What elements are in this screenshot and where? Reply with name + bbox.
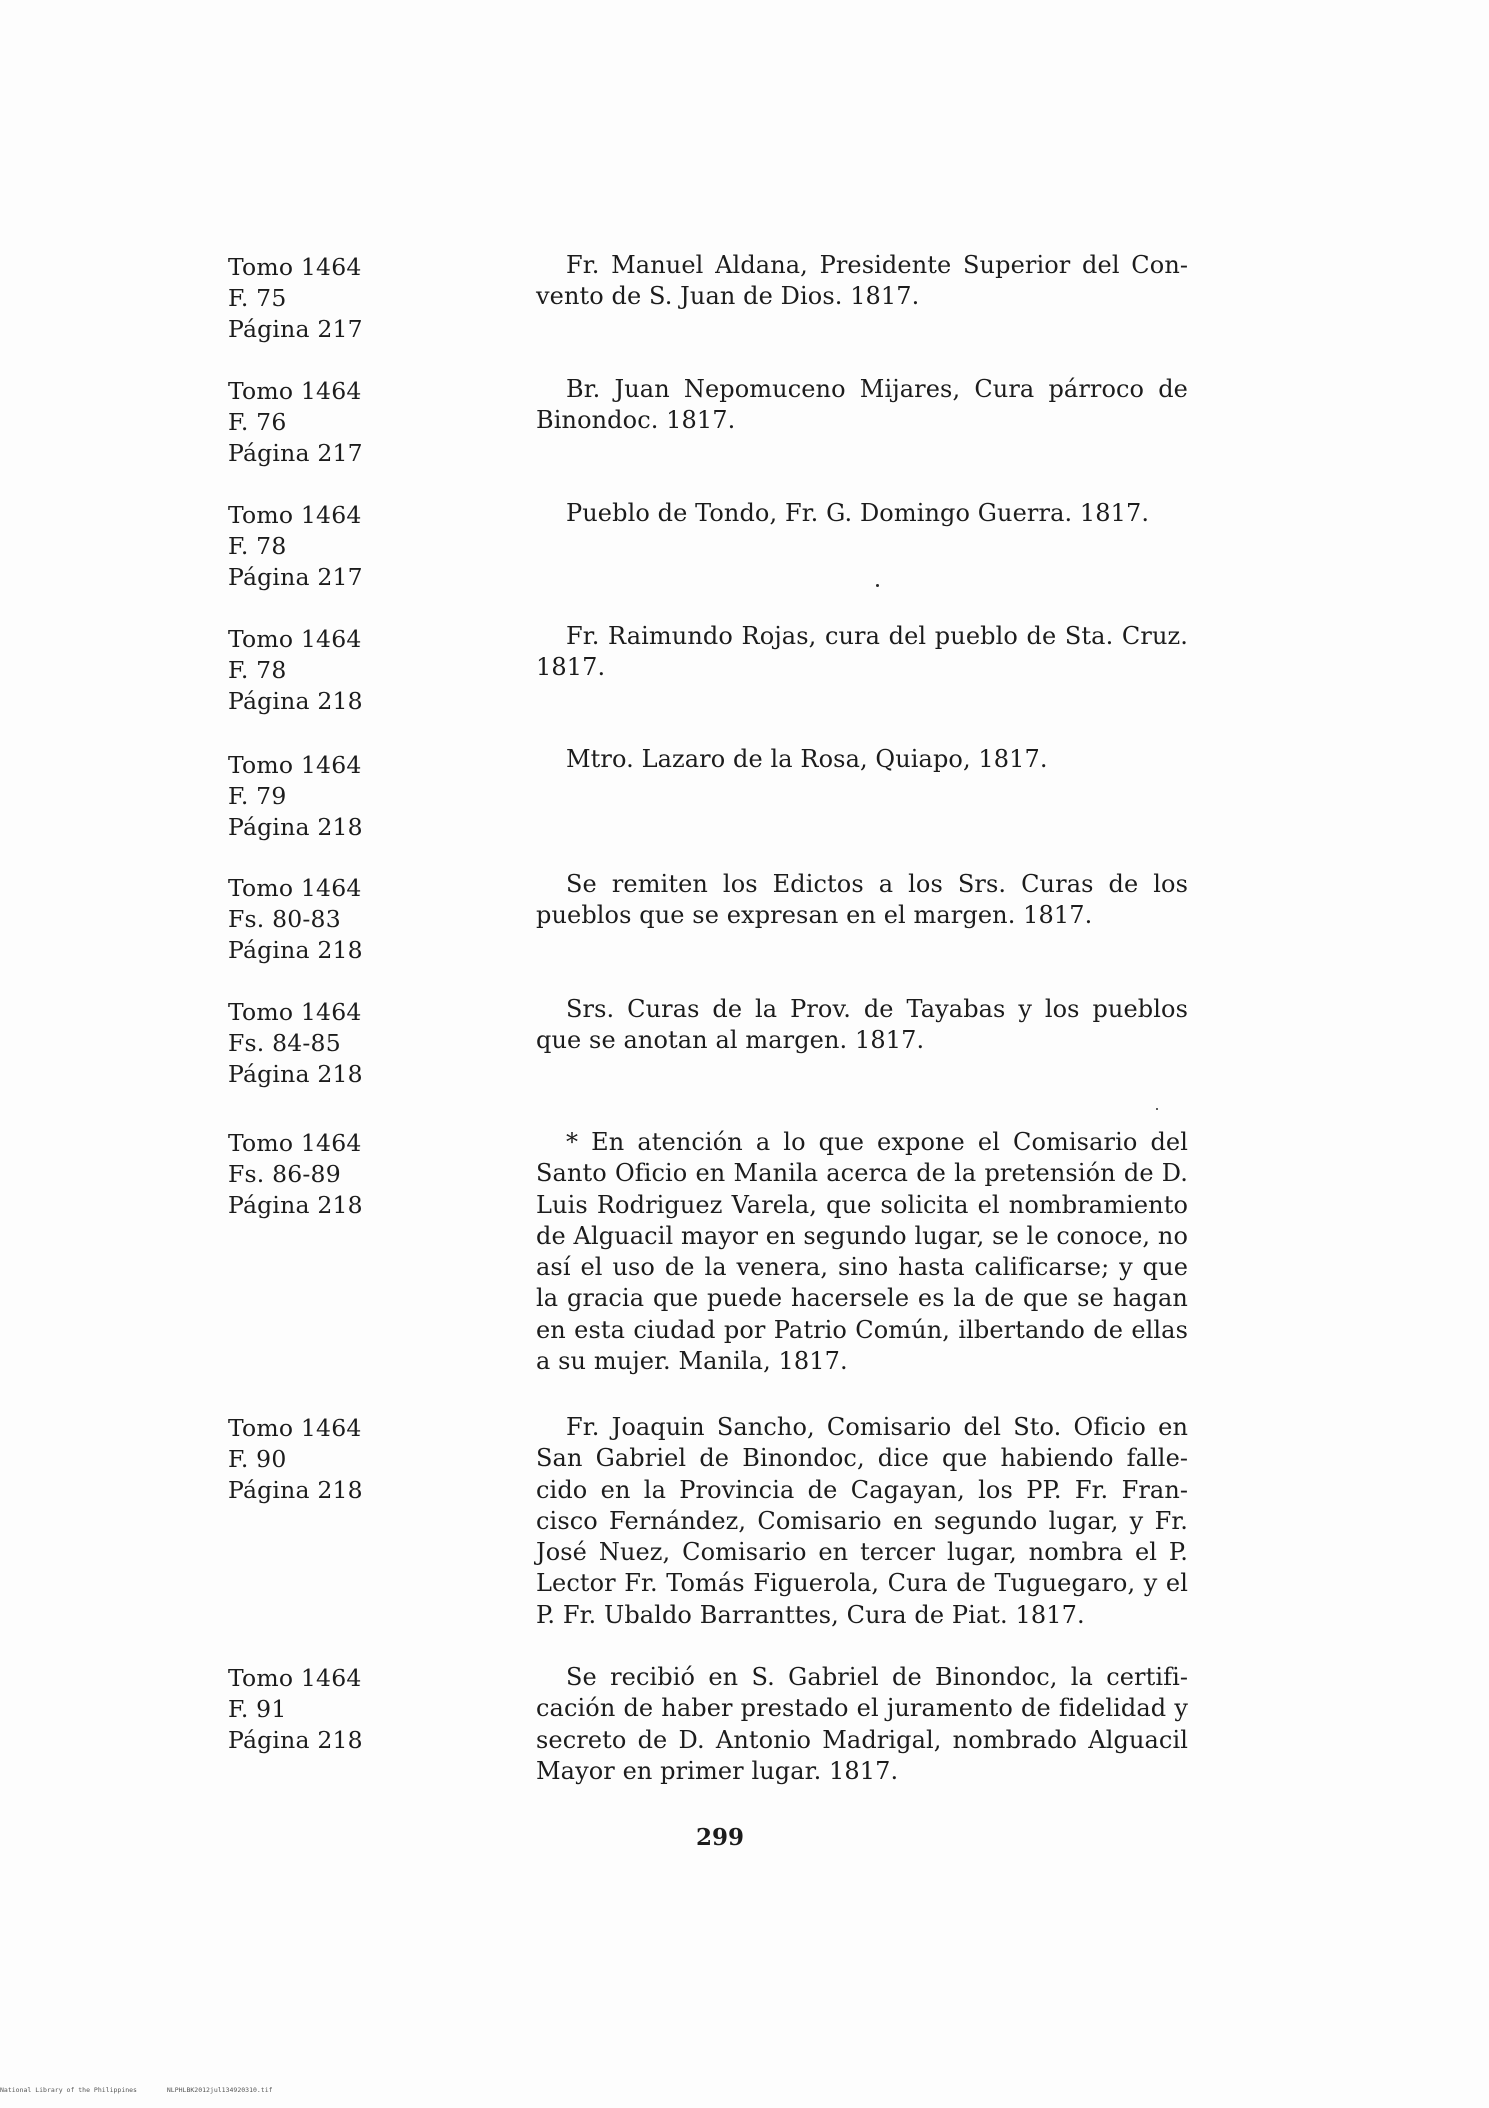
entry-paragraph: Fr. Raimundo Rojas, cura del pueblo de Sta. Cruz. 1817. bbox=[536, 622, 1188, 682]
entry-paragraph: Se remiten los Edictos a los Srs. Curas de los pueblos que se expresan en el margen. 1817. bbox=[536, 870, 1188, 930]
footer-filename: NLPHLBK2012jul134920310.tif bbox=[166, 2086, 273, 2094]
reference-page: Página 218 bbox=[228, 936, 363, 964]
entry-text bbox=[536, 621, 1188, 684]
reference-page: Página 217 bbox=[228, 439, 363, 467]
entry-text bbox=[536, 1412, 1188, 1631]
reference-page: Página 218 bbox=[228, 813, 363, 841]
entry-reference bbox=[228, 1128, 398, 1221]
reference-page: Página 218 bbox=[228, 1060, 363, 1088]
reference-folio: Fs. 84-85 bbox=[228, 1029, 341, 1057]
reference-folio: F. 79 bbox=[228, 782, 287, 810]
footer-library: National Library of the Philippines bbox=[0, 2086, 137, 2094]
entry-reference bbox=[228, 500, 398, 593]
reference-page: Página 217 bbox=[228, 315, 363, 343]
scan-speck bbox=[876, 584, 879, 587]
reference-folio: Fs. 80-83 bbox=[228, 905, 341, 933]
reference-volume: Tomo 1464 bbox=[228, 625, 362, 653]
entry-reference bbox=[228, 997, 398, 1090]
entry-reference bbox=[228, 873, 398, 966]
entry-paragraph: Fr. Manuel Aldana, Presidente Superior del Convento de S. Juan de Dios. 1817. bbox=[536, 251, 1188, 311]
entry-paragraph: Se recibió en S. Gabriel de Binondoc, la certificación de haber prestado el juramento de fidelidad y secreto de D. Antonio Madrigal, nombrado Alguacil Mayor en primer lugar. 1817. bbox=[536, 1663, 1188, 1785]
reference-folio: Fs. 86-89 bbox=[228, 1160, 341, 1188]
page-number: 299 bbox=[695, 1824, 744, 1851]
entry-paragraph: Fr. Joaquin Sancho, Comisario del Sto. Oficio en San Gabriel de Binondoc, dice que habiendo fallecido en la Provincia de Cagayan, los PP. Fr. Francisco Fernández, Comisario en segundo lugar, y Fr. José Nuez, Comisario en tercer lugar, nombra el P. Lector Fr. Tomás Figuerola, Cura de Tuguegaro, y el P. Fr. Ubaldo Barranttes, Cura de Piat. 1817. bbox=[536, 1413, 1188, 1629]
reference-volume: Tomo 1464 bbox=[228, 1129, 362, 1157]
entry-paragraph: * En atención a lo que expone el Comisario del Santo Oficio en Manila acerca de la pretensión de D. Luis Rodriguez Varela, que solicita el nombramiento de Alguacil mayor en segundo lugar, se le conoce, no así el uso de la venera, sino hasta calificarse; y que la gracia que puede hacersele es la de que se hagan en esta ciudad por Patrio Común, ilbertando de ellas a su mujer. Manila, 1817. bbox=[536, 1128, 1188, 1376]
scan-footer bbox=[0, 2086, 560, 2094]
reference-folio: F. 78 bbox=[228, 532, 287, 560]
reference-volume: Tomo 1464 bbox=[228, 1414, 362, 1442]
entry-text bbox=[536, 994, 1188, 1057]
entry-text bbox=[536, 744, 1188, 775]
entry-reference bbox=[228, 750, 398, 843]
reference-page: Página 218 bbox=[228, 1476, 363, 1504]
entry-text bbox=[536, 1127, 1188, 1377]
reference-page: Página 217 bbox=[228, 563, 363, 591]
entry-text bbox=[536, 374, 1188, 437]
entry-reference bbox=[228, 1663, 398, 1756]
reference-folio: F. 91 bbox=[228, 1695, 287, 1723]
entry-text bbox=[536, 250, 1188, 313]
reference-folio: F. 75 bbox=[228, 284, 287, 312]
reference-folio: F. 90 bbox=[228, 1445, 287, 1473]
reference-volume: Tomo 1464 bbox=[228, 377, 362, 405]
reference-volume: Tomo 1464 bbox=[228, 874, 362, 902]
entry-paragraph: Srs. Curas de la Prov. de Tayabas y los pueblos que se anotan al margen. 1817. bbox=[536, 995, 1188, 1055]
entry-text bbox=[536, 498, 1188, 529]
reference-volume: Tomo 1464 bbox=[228, 501, 362, 529]
entry-reference bbox=[228, 252, 398, 345]
reference-folio: F. 76 bbox=[228, 408, 287, 436]
reference-page: Página 218 bbox=[228, 687, 363, 715]
reference-volume: Tomo 1464 bbox=[228, 253, 362, 281]
reference-page: Página 218 bbox=[228, 1726, 363, 1754]
scan-speck bbox=[1156, 1108, 1158, 1110]
reference-volume: Tomo 1464 bbox=[228, 751, 362, 779]
entry-reference bbox=[228, 624, 398, 717]
reference-volume: Tomo 1464 bbox=[228, 998, 362, 1026]
entry-text bbox=[536, 1662, 1188, 1787]
entry-reference bbox=[228, 1413, 398, 1506]
reference-volume: Tomo 1464 bbox=[228, 1664, 362, 1692]
entry-paragraph: Mtro. Lazaro de la Rosa, Quiapo, 1817. bbox=[566, 745, 1048, 773]
entry-paragraph: Pueblo de Tondo, Fr. G. Domingo Guerra. 1817. bbox=[566, 499, 1150, 527]
reference-folio: F. 78 bbox=[228, 656, 287, 684]
reference-page: Página 218 bbox=[228, 1191, 363, 1219]
entry-paragraph: Br. Juan Nepomuceno Mijares, Cura párroco de Binondoc. 1817. bbox=[536, 375, 1188, 435]
entry-reference bbox=[228, 376, 398, 469]
entry-text bbox=[536, 869, 1188, 932]
